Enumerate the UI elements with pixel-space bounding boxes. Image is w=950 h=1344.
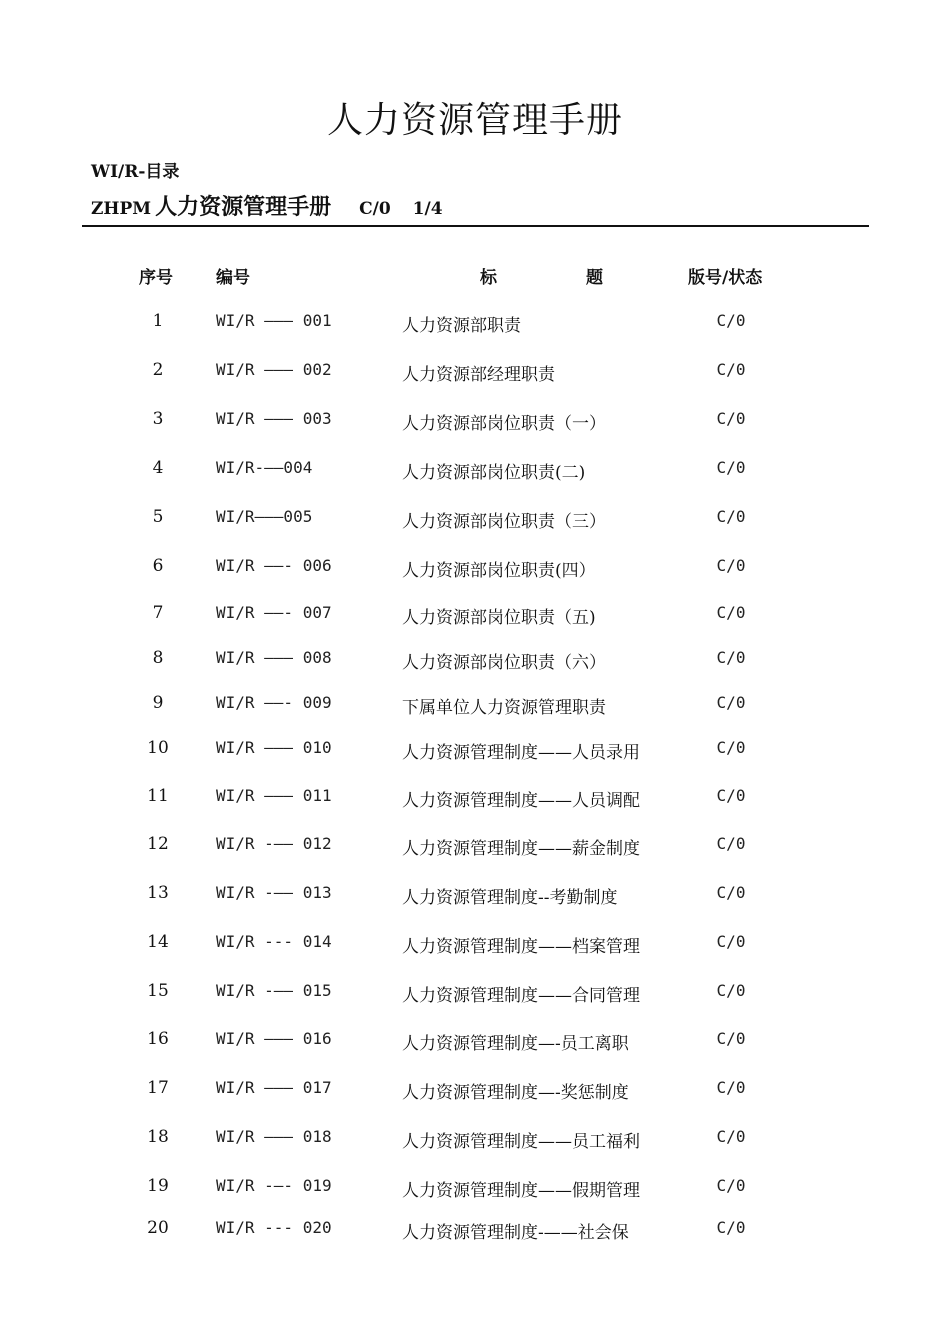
document-revision: C/0 <box>359 199 391 219</box>
table-row <box>0 556 950 580</box>
row-title: 人力资源管理制度--考勤制度 <box>402 888 618 908</box>
row-title: 人力资源管理制度-——社会保 <box>402 1223 629 1243</box>
row-title: 人力资源部岗位职责(二) <box>402 463 586 483</box>
row-number: 10 <box>147 738 169 758</box>
document-page-number: 1/4 <box>412 199 443 219</box>
document-header-line <box>91 190 443 221</box>
row-revision: C/0 <box>716 311 746 330</box>
row-title: 人力资源管理制度——档案管理 <box>402 937 640 957</box>
row-revision: C/0 <box>716 834 746 853</box>
table-row <box>0 834 950 858</box>
row-code: WI/R --- 014 <box>216 932 332 951</box>
row-code: WI/R ——— 018 <box>216 1127 332 1146</box>
row-number: 6 <box>152 556 164 576</box>
row-revision: C/0 <box>716 981 746 1000</box>
table-row <box>0 603 950 627</box>
row-code: WI/R -—- 019 <box>216 1176 332 1195</box>
row-code: WI/R -—– 015 <box>216 981 332 1000</box>
row-title: 人力资源部岗位职责（五) <box>402 608 596 628</box>
row-code: WI/R —–- 007 <box>216 603 332 622</box>
row-revision: C/0 <box>716 1127 746 1146</box>
row-revision: C/0 <box>716 1176 746 1195</box>
row-number: 19 <box>147 1176 169 1196</box>
row-code: WI/R-——004 <box>216 458 313 477</box>
table-row <box>0 458 950 482</box>
row-number: 3 <box>152 409 164 429</box>
row-number: 5 <box>152 507 164 527</box>
column-header-title-right: 题 <box>586 268 603 288</box>
row-title: 下属单位人力资源管理职责 <box>402 698 606 718</box>
row-number: 17 <box>147 1078 169 1098</box>
row-title: 人力资源部经理职责 <box>402 365 555 385</box>
column-header-no: 序号 <box>139 268 173 288</box>
row-code: WI/R———005 <box>216 507 313 526</box>
row-code: WI/R ——— 003 <box>216 409 332 428</box>
table-row <box>0 1029 950 1053</box>
column-header-title-left: 标 <box>480 268 497 288</box>
table-row <box>0 738 950 762</box>
row-revision: C/0 <box>716 458 746 477</box>
row-code: WI/R ——– 008 <box>216 648 332 667</box>
row-title: 人力资源部岗位职责（六） <box>402 653 606 673</box>
table-row <box>0 507 950 531</box>
table-row <box>0 1218 950 1242</box>
row-number: 7 <box>152 603 164 623</box>
row-number: 14 <box>147 932 169 952</box>
row-code: WI/R —–– 016 <box>216 1029 332 1048</box>
row-revision: C/0 <box>716 648 746 667</box>
table-row <box>0 648 950 672</box>
table-row <box>0 311 950 335</box>
row-code: WI/R ——— 017 <box>216 1078 332 1097</box>
row-revision: C/0 <box>716 360 746 379</box>
row-revision: C/0 <box>716 556 746 575</box>
row-code: WI/R ——— 001 <box>216 311 332 330</box>
row-revision: C/0 <box>716 1078 746 1097</box>
row-title: 人力资源管理制度——人员录用 <box>402 743 640 763</box>
table-row <box>0 1078 950 1102</box>
row-revision: C/0 <box>716 693 746 712</box>
document-code: ZHPM <box>91 199 152 219</box>
row-code: WI/R --- 020 <box>216 1218 332 1237</box>
table-row <box>0 693 950 717</box>
row-code: WI/R ——— 002 <box>216 360 332 379</box>
row-revision: C/0 <box>716 1218 746 1237</box>
row-title: 人力资源管理制度——合同管理 <box>402 986 640 1006</box>
row-number: 18 <box>147 1127 169 1147</box>
page-title: 人力资源管理手册 <box>326 100 623 141</box>
column-header-code: 编号 <box>216 268 250 288</box>
row-code: WI/R -—– 012 <box>216 834 332 853</box>
row-revision: C/0 <box>716 738 746 757</box>
row-number: 12 <box>147 834 169 854</box>
row-number: 16 <box>147 1029 169 1049</box>
header-divider <box>82 225 869 227</box>
row-code: WI/R ——– 011 <box>216 786 332 805</box>
row-number: 8 <box>152 648 164 668</box>
table-row <box>0 409 950 433</box>
row-code: WI/R —–- 006 <box>216 556 332 575</box>
row-revision: C/0 <box>716 1029 746 1048</box>
row-title: 人力资源管理制度——假期管理 <box>402 1181 640 1201</box>
row-number: 9 <box>152 693 164 713</box>
table-row <box>0 360 950 384</box>
row-revision: C/0 <box>716 409 746 428</box>
row-title: 人力资源管理制度—-员工离职 <box>402 1034 629 1054</box>
row-number: 15 <box>147 981 169 1001</box>
row-number: 20 <box>147 1218 169 1238</box>
row-title: 人力资源部岗位职责（三） <box>402 512 606 532</box>
row-title: 人力资源管理制度——员工福利 <box>402 1132 640 1152</box>
table-row <box>0 786 950 810</box>
row-title: 人力资源管理制度—-奖惩制度 <box>402 1083 629 1103</box>
row-title: 人力资源部职责 <box>402 316 521 336</box>
row-revision: C/0 <box>716 507 746 526</box>
table-row <box>0 1127 950 1151</box>
table-row <box>0 981 950 1005</box>
row-code: WI/R -—– 013 <box>216 883 332 902</box>
row-title: 人力资源部岗位职责(四） <box>402 561 596 581</box>
row-number: 4 <box>152 458 164 478</box>
document-name: 人力资源管理手册 <box>155 194 332 220</box>
row-number: 2 <box>152 360 164 380</box>
row-title: 人力资源管理制度——人员调配 <box>402 791 640 811</box>
row-revision: C/0 <box>716 786 746 805</box>
row-number: 11 <box>147 786 169 806</box>
row-revision: C/0 <box>716 932 746 951</box>
table-row <box>0 1176 950 1200</box>
row-number: 13 <box>147 883 169 903</box>
column-header-revision: 版号/状态 <box>688 268 763 288</box>
row-number: 1 <box>152 311 164 331</box>
table-row <box>0 883 950 907</box>
row-revision: C/0 <box>716 883 746 902</box>
row-title: 人力资源管理制度——薪金制度 <box>402 839 640 859</box>
row-revision: C/0 <box>716 603 746 622</box>
row-title: 人力资源部岗位职责（一） <box>402 414 606 434</box>
table-row <box>0 932 950 956</box>
document-section-label: WI/R-目录 <box>91 162 180 182</box>
row-code: WI/R ——- 009 <box>216 693 332 712</box>
row-code: WI/R –—– 010 <box>216 738 332 757</box>
